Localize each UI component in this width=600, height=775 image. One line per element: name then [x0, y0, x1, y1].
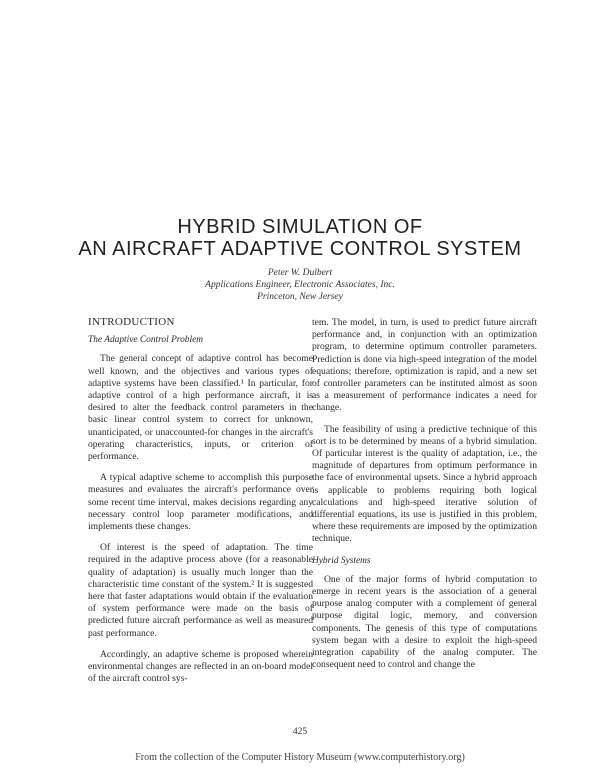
author-name: Peter W. Dulbert [267, 268, 333, 278]
left-column [88, 316, 313, 694]
subsection-heading: The Adaptive Control Problem [88, 335, 204, 346]
paragraph: Accordingly, an adaptive scheme is proposed wherein environmental changes are reflected in an on-board model of the aircraft control sys- [88, 648, 313, 685]
right-column [312, 317, 537, 680]
paragraph: One of the major forms of hybrid computation to emerge in recent years is the association of a general purpose analog computer with a complement of general purpose digital logic, memory, and conversion components. The genesis of this type of computations system began with a desire to exploit the high-speed integration capability of the analog computer. The consequent need to control and change the [312, 573, 537, 671]
subsection-heading: Hybrid Systems [312, 555, 371, 566]
paragraph: The feasibility of using a predictive technique of this sort is to be determined by means of a hybrid simulation. Of particular interest is the quality of adaptation, i.e., the magnitude of departures from optimum performance in the face of environmental upsets. Since a hybrid approach is applicable to problems requiring both logical calculations and high-speed iterative solution of differential equations, its use is justified in this problem, where these requirements are imposed by the optimization technique. [312, 423, 537, 545]
footer-credit: From the collection of the Computer History Museum (www.computerhistory.org) [135, 752, 465, 763]
author-location: Princeton, New Jersey [257, 292, 343, 302]
title-line-1: HYBRID SIMULATION OF [177, 216, 423, 238]
section-heading: INTRODUCTION [88, 316, 175, 328]
paragraph: The general concept of adaptive control has become well known, and the objectives and various types of adaptive systems have been classified.¹ In particular, for adaptive control of a high performance aircraft, it is desired to alter the feedback control parameters in the basic linear control system to correct for unknown, unanticipated, or unaccounted-for changes in the aircraft's operating characteristics, inputs, or criterion of performance. [88, 353, 313, 463]
author-affiliation: Applications Engineer, Electronic Associates, Inc. [205, 280, 395, 290]
paragraph: tem. The model, in turn, is used to predict future aircraft performance and, in conjunction with an optimization program, to determine optimum controller parameters. Prediction is done via high-speed integration of the model equations; therefore, optimization is rapid, and a new set of controller parameters can be instituted almost as soon as a measurement of performance indicates a need for change. [312, 317, 537, 414]
title-line-2: AN AIRCRAFT ADAPTIVE CONTROL SYSTEM [78, 238, 522, 260]
paragraph: Of interest is the speed of adaptation. The time required in the adaptive process above (for a reasonable quality of adaptation) is usually much longer than the characteristic time constant of the system.² It is suggested here that faster adaptations would obtain if the evaluation of system performance were made on the basis of predicted future aircraft performance as well as measured past performance. [88, 542, 313, 639]
byline [0, 267, 600, 303]
paragraph: A typical adaptive scheme to accomplish this purpose measures and evaluates the aircraft's performance over some recent time interval, makes decisions regarding any necessary control loop parameter modifications, and implements these changes. [88, 472, 313, 533]
page-number: 425 [292, 727, 308, 737]
